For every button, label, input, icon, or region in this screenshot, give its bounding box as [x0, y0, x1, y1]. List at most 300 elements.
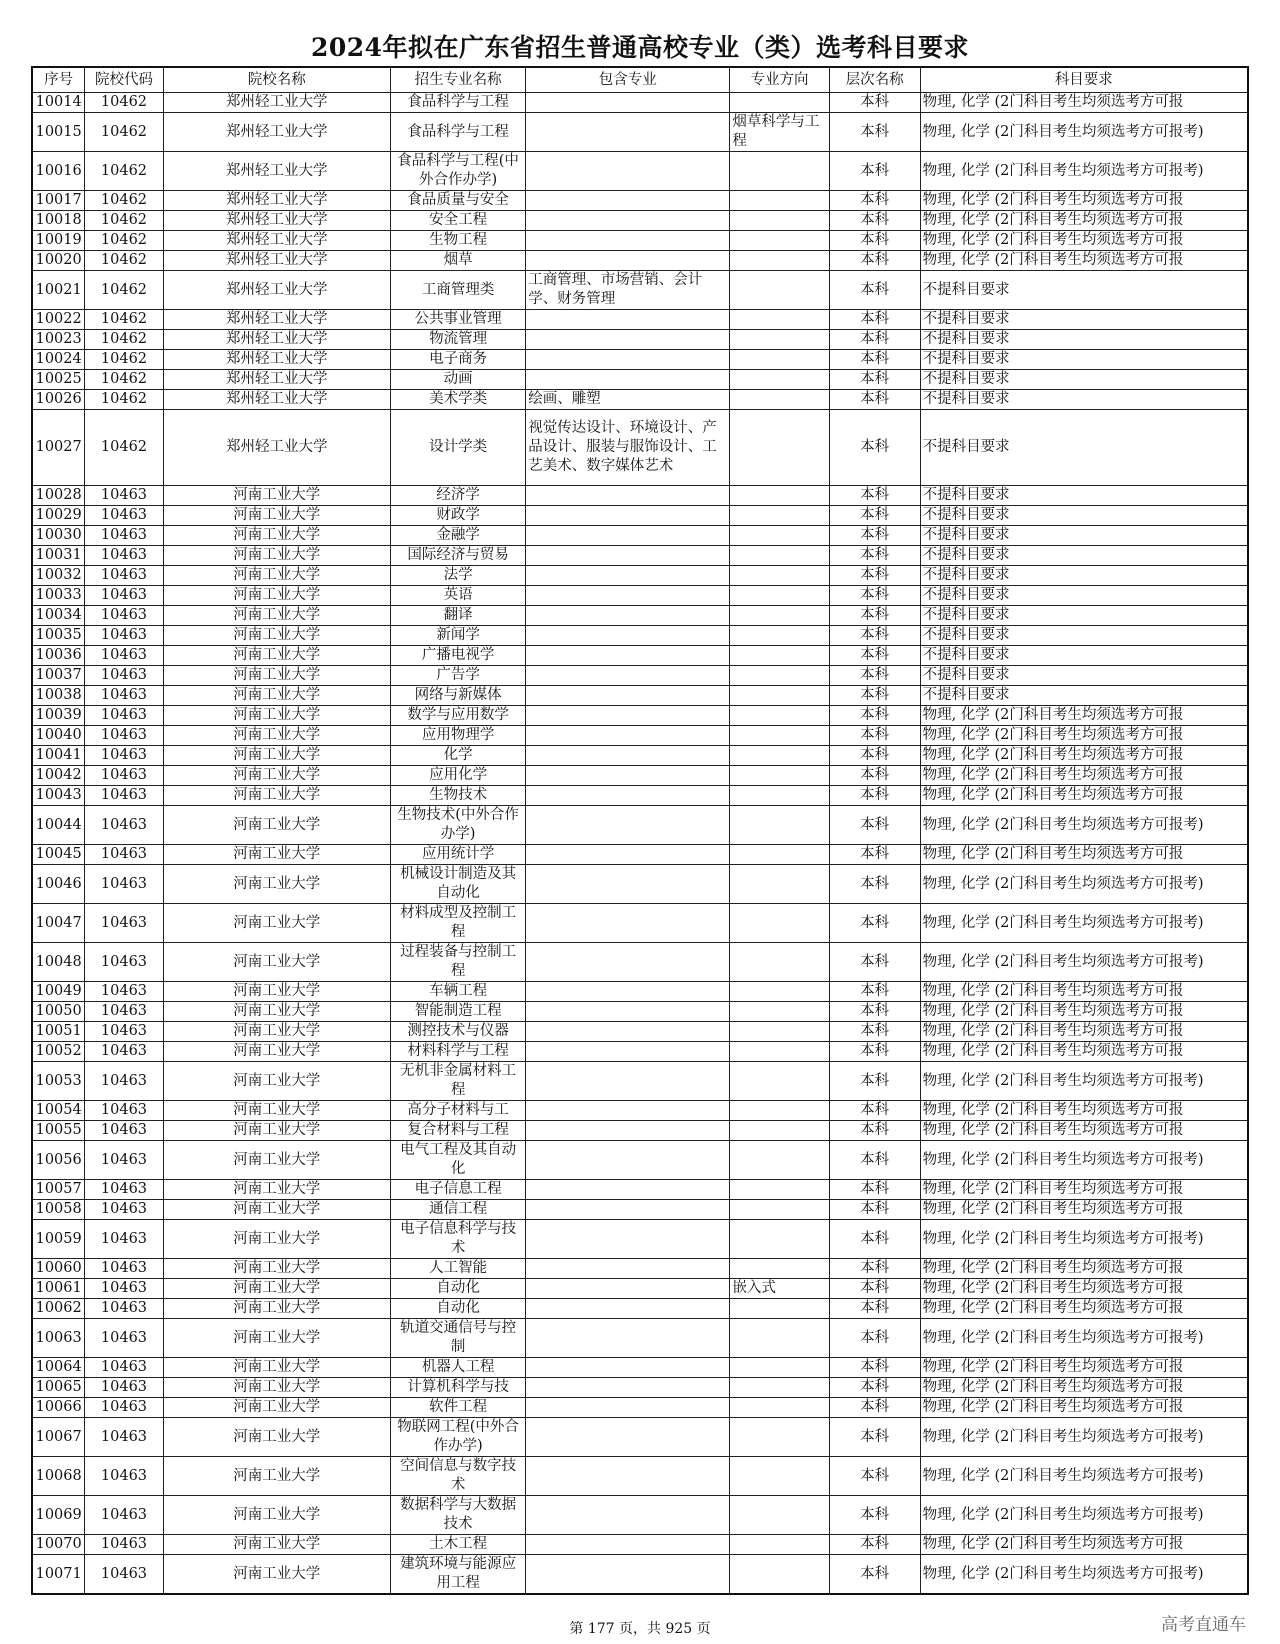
cell-major: 法学 — [390, 566, 525, 586]
cell-major: 化学 — [390, 746, 525, 766]
cell-subject-requirement: 不提科目要求 — [920, 506, 1248, 526]
cell-subject-requirement: 不提科目要求 — [920, 586, 1248, 606]
cell-school-code: 10462 — [85, 191, 163, 211]
table-row — [32, 1418, 1248, 1457]
table-row — [32, 152, 1248, 191]
cell-school-name: 河南工业大学 — [163, 1299, 390, 1319]
cell-seq: 10064 — [32, 1358, 85, 1378]
cell-direction — [730, 1319, 829, 1358]
cell-included-majors — [526, 546, 730, 566]
cell-level: 本科 — [829, 113, 920, 152]
cell-direction — [730, 546, 829, 566]
cell-major: 食品科学与工程 — [390, 113, 525, 152]
cell-subject-requirement: 物理, 化学 (2门科目考生均须选考方可报考) — [920, 904, 1248, 943]
cell-school-code: 10463 — [85, 606, 163, 626]
cell-level: 本科 — [829, 845, 920, 865]
cell-school-name: 河南工业大学 — [163, 726, 390, 746]
cell-school-code: 10463 — [85, 1496, 163, 1535]
cell-major: 新闻学 — [390, 626, 525, 646]
cell-school-name: 郑州轻工业大学 — [163, 410, 390, 486]
cell-direction — [730, 726, 829, 746]
cell-major: 测控技术与仪器 — [390, 1022, 525, 1042]
cell-school-name: 郑州轻工业大学 — [163, 271, 390, 310]
cell-subject-requirement: 物理, 化学 (2门科目考生均须选考方可报 — [920, 211, 1248, 231]
cell-major: 土木工程 — [390, 1535, 525, 1555]
cell-direction — [730, 152, 829, 191]
cell-major: 机器人工程 — [390, 1358, 525, 1378]
cell-subject-requirement: 物理, 化学 (2门科目考生均须选考方可报考) — [920, 113, 1248, 152]
cell-school-code: 10463 — [85, 982, 163, 1002]
cell-seq: 10021 — [32, 271, 85, 310]
cell-school-code: 10463 — [85, 1319, 163, 1358]
cell-subject-requirement: 物理, 化学 (2门科目考生均须选考方可报 — [920, 1002, 1248, 1022]
table-row — [32, 1002, 1248, 1022]
cell-school-name: 河南工业大学 — [163, 586, 390, 606]
cell-school-code: 10463 — [85, 566, 163, 586]
cell-school-name: 河南工业大学 — [163, 1220, 390, 1259]
cell-seq: 10033 — [32, 586, 85, 606]
cell-seq: 10048 — [32, 943, 85, 982]
cell-direction — [730, 1220, 829, 1259]
cell-seq: 10029 — [32, 506, 85, 526]
cell-school-code: 10463 — [85, 1022, 163, 1042]
cell-major: 电子信息工程 — [390, 1180, 525, 1200]
cell-seq: 10046 — [32, 865, 85, 904]
cell-included-majors — [526, 113, 730, 152]
column-header: 院校代码 — [85, 67, 163, 93]
cell-seq: 10051 — [32, 1022, 85, 1042]
cell-school-name: 河南工业大学 — [163, 486, 390, 506]
cell-major: 动画 — [390, 370, 525, 390]
cell-direction — [730, 370, 829, 390]
cell-school-code: 10462 — [85, 231, 163, 251]
cell-included-majors — [526, 486, 730, 506]
cell-school-code: 10463 — [85, 546, 163, 566]
cell-subject-requirement: 不提科目要求 — [920, 526, 1248, 546]
cell-level: 本科 — [829, 546, 920, 566]
cell-school-name: 河南工业大学 — [163, 1180, 390, 1200]
cell-level: 本科 — [829, 726, 920, 746]
cell-school-code: 10463 — [85, 943, 163, 982]
cell-subject-requirement: 物理, 化学 (2门科目考生均须选考方可报 — [920, 1042, 1248, 1062]
cell-seq: 10059 — [32, 1220, 85, 1259]
cell-school-name: 河南工业大学 — [163, 526, 390, 546]
table-row — [32, 566, 1248, 586]
cell-major: 国际经济与贸易 — [390, 546, 525, 566]
cell-school-code: 10463 — [85, 1398, 163, 1418]
cell-seq: 10054 — [32, 1101, 85, 1121]
cell-subject-requirement: 物理, 化学 (2门科目考生均须选考方可报 — [920, 982, 1248, 1002]
cell-direction — [730, 1358, 829, 1378]
cell-school-code: 10463 — [85, 646, 163, 666]
cell-included-majors — [526, 1002, 730, 1022]
cell-major: 广告学 — [390, 666, 525, 686]
cell-direction — [730, 211, 829, 231]
cell-direction — [730, 1418, 829, 1457]
brand-watermark: 高考直通车 — [1161, 1615, 1246, 1635]
cell-direction — [730, 1259, 829, 1279]
cell-direction — [730, 1555, 829, 1595]
cell-seq: 10043 — [32, 786, 85, 806]
cell-level: 本科 — [829, 310, 920, 330]
cell-direction — [730, 410, 829, 486]
cell-seq: 10037 — [32, 666, 85, 686]
cell-school-name: 郑州轻工业大学 — [163, 310, 390, 330]
cell-school-name: 郑州轻工业大学 — [163, 113, 390, 152]
cell-subject-requirement: 物理, 化学 (2门科目考生均须选考方可报考) — [920, 1220, 1248, 1259]
cell-school-name: 郑州轻工业大学 — [163, 370, 390, 390]
cell-subject-requirement: 物理, 化学 (2门科目考生均须选考方可报 — [920, 1358, 1248, 1378]
cell-school-code: 10463 — [85, 1121, 163, 1141]
cell-school-code: 10463 — [85, 1378, 163, 1398]
cell-level: 本科 — [829, 1398, 920, 1418]
table-row — [32, 370, 1248, 390]
cell-school-name: 河南工业大学 — [163, 706, 390, 726]
cell-major: 建筑环境与能源应用工程 — [390, 1555, 525, 1595]
cell-subject-requirement: 不提科目要求 — [920, 566, 1248, 586]
cell-seq: 10062 — [32, 1299, 85, 1319]
cell-level: 本科 — [829, 566, 920, 586]
cell-school-code: 10463 — [85, 1358, 163, 1378]
cell-school-name: 河南工业大学 — [163, 1259, 390, 1279]
cell-seq: 10032 — [32, 566, 85, 586]
cell-school-code: 10462 — [85, 211, 163, 231]
cell-included-majors — [526, 806, 730, 845]
cell-school-code: 10463 — [85, 766, 163, 786]
cell-school-name: 河南工业大学 — [163, 1121, 390, 1141]
cell-subject-requirement: 不提科目要求 — [920, 390, 1248, 410]
cell-level: 本科 — [829, 251, 920, 271]
cell-seq: 10044 — [32, 806, 85, 845]
column-header: 专业方向 — [730, 67, 829, 93]
cell-level: 本科 — [829, 766, 920, 786]
cell-included-majors — [526, 1555, 730, 1595]
cell-included-majors — [526, 1062, 730, 1101]
cell-major: 食品科学与工程 — [390, 93, 525, 113]
cell-level: 本科 — [829, 211, 920, 231]
cell-major: 材料科学与工程 — [390, 1042, 525, 1062]
cell-direction — [730, 1180, 829, 1200]
cell-subject-requirement: 物理, 化学 (2门科目考生均须选考方可报考) — [920, 1418, 1248, 1457]
cell-seq: 10053 — [32, 1062, 85, 1101]
cell-included-majors — [526, 666, 730, 686]
cell-major: 软件工程 — [390, 1398, 525, 1418]
cell-included-majors — [526, 726, 730, 746]
cell-seq: 10065 — [32, 1378, 85, 1398]
cell-subject-requirement: 不提科目要求 — [920, 310, 1248, 330]
cell-major: 生物工程 — [390, 231, 525, 251]
table-row — [32, 1457, 1248, 1496]
table-header-row — [32, 67, 1248, 93]
cell-major: 生物技术(中外合作办学) — [390, 806, 525, 845]
cell-direction — [730, 271, 829, 310]
cell-included-majors — [526, 350, 730, 370]
cell-major: 计算机科学与技 — [390, 1378, 525, 1398]
cell-school-code: 10462 — [85, 310, 163, 330]
cell-direction — [730, 1042, 829, 1062]
cell-major: 美术学类 — [390, 390, 525, 410]
cell-school-code: 10462 — [85, 113, 163, 152]
cell-school-code: 10463 — [85, 1101, 163, 1121]
cell-school-code: 10463 — [85, 586, 163, 606]
cell-school-code: 10463 — [85, 1259, 163, 1279]
cell-major: 应用统计学 — [390, 845, 525, 865]
cell-level: 本科 — [829, 626, 920, 646]
cell-direction — [730, 1002, 829, 1022]
cell-seq: 10028 — [32, 486, 85, 506]
cell-seq: 10015 — [32, 113, 85, 152]
cell-school-name: 河南工业大学 — [163, 982, 390, 1002]
cell-major: 空间信息与数字技术 — [390, 1457, 525, 1496]
cell-direction — [730, 586, 829, 606]
cell-level: 本科 — [829, 191, 920, 211]
cell-level: 本科 — [829, 1279, 920, 1299]
requirements-table — [31, 66, 1249, 1595]
cell-direction — [730, 1378, 829, 1398]
cell-seq: 10038 — [32, 686, 85, 706]
cell-subject-requirement: 物理, 化学 (2门科目考生均须选考方可报 — [920, 746, 1248, 766]
cell-school-code: 10463 — [85, 506, 163, 526]
cell-subject-requirement: 物理, 化学 (2门科目考生均须选考方可报 — [920, 786, 1248, 806]
table-row — [32, 766, 1248, 786]
cell-seq: 10022 — [32, 310, 85, 330]
cell-included-majors — [526, 1220, 730, 1259]
cell-school-code: 10462 — [85, 271, 163, 310]
cell-included-majors — [526, 1022, 730, 1042]
cell-major: 烟草 — [390, 251, 525, 271]
cell-direction — [730, 1141, 829, 1180]
cell-school-name: 郑州轻工业大学 — [163, 251, 390, 271]
cell-school-name: 河南工业大学 — [163, 626, 390, 646]
cell-level: 本科 — [829, 1496, 920, 1535]
cell-school-code: 10463 — [85, 686, 163, 706]
cell-level: 本科 — [829, 526, 920, 546]
table-row — [32, 865, 1248, 904]
table-row — [32, 93, 1248, 113]
cell-school-name: 郑州轻工业大学 — [163, 191, 390, 211]
cell-school-name: 河南工业大学 — [163, 1358, 390, 1378]
cell-school-code: 10463 — [85, 1299, 163, 1319]
cell-direction — [730, 231, 829, 251]
cell-school-name: 河南工业大学 — [163, 1042, 390, 1062]
cell-major: 数据科学与大数据技术 — [390, 1496, 525, 1535]
cell-included-majors — [526, 1299, 730, 1319]
table-row — [32, 506, 1248, 526]
cell-level: 本科 — [829, 1022, 920, 1042]
cell-direction — [730, 646, 829, 666]
cell-seq: 10069 — [32, 1496, 85, 1535]
cell-subject-requirement: 物理, 化学 (2门科目考生均须选考方可报考) — [920, 943, 1248, 982]
cell-seq: 10045 — [32, 845, 85, 865]
cell-major: 英语 — [390, 586, 525, 606]
cell-level: 本科 — [829, 370, 920, 390]
cell-major: 广播电视学 — [390, 646, 525, 666]
cell-school-code: 10463 — [85, 666, 163, 686]
cell-subject-requirement: 不提科目要求 — [920, 686, 1248, 706]
cell-school-name: 河南工业大学 — [163, 1062, 390, 1101]
cell-school-name: 河南工业大学 — [163, 1279, 390, 1299]
cell-direction — [730, 93, 829, 113]
cell-seq: 10023 — [32, 330, 85, 350]
cell-direction — [730, 806, 829, 845]
cell-major: 工商管理类 — [390, 271, 525, 310]
cell-school-name: 河南工业大学 — [163, 1457, 390, 1496]
cell-seq: 10014 — [32, 93, 85, 113]
cell-major: 电气工程及其自动化 — [390, 1141, 525, 1180]
cell-direction — [730, 506, 829, 526]
cell-level: 本科 — [829, 666, 920, 686]
cell-subject-requirement: 不提科目要求 — [920, 271, 1248, 310]
cell-included-majors — [526, 1398, 730, 1418]
cell-direction — [730, 1299, 829, 1319]
cell-included-majors — [526, 606, 730, 626]
cell-school-name: 郑州轻工业大学 — [163, 390, 390, 410]
cell-level: 本科 — [829, 746, 920, 766]
table-row — [32, 546, 1248, 566]
cell-included-majors — [526, 626, 730, 646]
table-row — [32, 982, 1248, 1002]
cell-major: 车辆工程 — [390, 982, 525, 1002]
cell-direction — [730, 746, 829, 766]
cell-school-code: 10463 — [85, 1042, 163, 1062]
cell-included-majors — [526, 1496, 730, 1535]
cell-school-name: 河南工业大学 — [163, 1378, 390, 1398]
cell-school-code: 10462 — [85, 93, 163, 113]
cell-subject-requirement: 物理, 化学 (2门科目考生均须选考方可报 — [920, 191, 1248, 211]
cell-subject-requirement: 不提科目要求 — [920, 546, 1248, 566]
cell-direction — [730, 390, 829, 410]
cell-major: 机械设计制造及其自动化 — [390, 865, 525, 904]
cell-subject-requirement: 物理, 化学 (2门科目考生均须选考方可报 — [920, 1398, 1248, 1418]
cell-school-code: 10463 — [85, 865, 163, 904]
cell-included-majors: 绘画、雕塑 — [526, 390, 730, 410]
column-header: 招生专业名称 — [390, 67, 525, 93]
cell-subject-requirement: 物理, 化学 (2门科目考生均须选考方可报 — [920, 1200, 1248, 1220]
cell-school-code: 10463 — [85, 1220, 163, 1259]
cell-included-majors — [526, 93, 730, 113]
cell-direction — [730, 706, 829, 726]
cell-level: 本科 — [829, 1101, 920, 1121]
cell-subject-requirement: 物理, 化学 (2门科目考生均须选考方可报 — [920, 726, 1248, 746]
cell-subject-requirement: 不提科目要求 — [920, 370, 1248, 390]
cell-school-name: 郑州轻工业大学 — [163, 152, 390, 191]
table-row — [32, 586, 1248, 606]
cell-subject-requirement: 物理, 化学 (2门科目考生均须选考方可报 — [920, 1101, 1248, 1121]
cell-direction — [730, 606, 829, 626]
cell-level: 本科 — [829, 1220, 920, 1259]
cell-included-majors — [526, 1358, 730, 1378]
cell-level: 本科 — [829, 1042, 920, 1062]
cell-included-majors — [526, 845, 730, 865]
cell-school-name: 郑州轻工业大学 — [163, 211, 390, 231]
cell-subject-requirement: 物理, 化学 (2门科目考生均须选考方可报 — [920, 1259, 1248, 1279]
cell-seq: 10057 — [32, 1180, 85, 1200]
cell-school-name: 郑州轻工业大学 — [163, 231, 390, 251]
table-row — [32, 1496, 1248, 1535]
table-row — [32, 1200, 1248, 1220]
table-row — [32, 1299, 1248, 1319]
cell-level: 本科 — [829, 1378, 920, 1398]
cell-included-majors — [526, 526, 730, 546]
cell-level: 本科 — [829, 330, 920, 350]
table-row — [32, 943, 1248, 982]
cell-included-majors — [526, 251, 730, 271]
table-row — [32, 904, 1248, 943]
cell-seq: 10019 — [32, 231, 85, 251]
cell-direction — [730, 766, 829, 786]
cell-included-majors: 工商管理、市场营销、会计学、财务管理 — [526, 271, 730, 310]
cell-major: 应用化学 — [390, 766, 525, 786]
cell-major: 复合材料与工程 — [390, 1121, 525, 1141]
cell-seq: 10070 — [32, 1535, 85, 1555]
cell-included-majors — [526, 211, 730, 231]
cell-included-majors — [526, 982, 730, 1002]
cell-included-majors — [526, 1200, 730, 1220]
cell-school-code: 10463 — [85, 1279, 163, 1299]
cell-level: 本科 — [829, 486, 920, 506]
table-row — [32, 726, 1248, 746]
cell-subject-requirement: 物理, 化学 (2门科目考生均须选考方可报 — [920, 93, 1248, 113]
table-row — [32, 646, 1248, 666]
table-row — [32, 486, 1248, 506]
cell-subject-requirement: 物理, 化学 (2门科目考生均须选考方可报 — [920, 231, 1248, 251]
cell-school-name: 河南工业大学 — [163, 1101, 390, 1121]
cell-direction — [730, 626, 829, 646]
table-row — [32, 666, 1248, 686]
cell-seq: 10052 — [32, 1042, 85, 1062]
cell-subject-requirement: 物理, 化学 (2门科目考生均须选考方可报考) — [920, 865, 1248, 904]
cell-major: 财政学 — [390, 506, 525, 526]
cell-direction — [730, 865, 829, 904]
cell-school-name: 河南工业大学 — [163, 1002, 390, 1022]
table-row — [32, 1378, 1248, 1398]
cell-included-majors — [526, 1259, 730, 1279]
cell-school-code: 10463 — [85, 486, 163, 506]
table-row — [32, 1535, 1248, 1555]
cell-subject-requirement: 物理, 化学 (2门科目考生均须选考方可报 — [920, 1180, 1248, 1200]
cell-subject-requirement: 物理, 化学 (2门科目考生均须选考方可报 — [920, 766, 1248, 786]
cell-direction — [730, 1121, 829, 1141]
cell-included-majors — [526, 1121, 730, 1141]
cell-included-majors — [526, 904, 730, 943]
cell-school-name: 河南工业大学 — [163, 546, 390, 566]
page-footer: 第 177 页，共 925 页 — [569, 1621, 711, 1637]
cell-major: 公共事业管理 — [390, 310, 525, 330]
cell-direction — [730, 786, 829, 806]
cell-seq: 10035 — [32, 626, 85, 646]
cell-level: 本科 — [829, 1062, 920, 1101]
cell-school-name: 河南工业大学 — [163, 806, 390, 845]
cell-major: 人工智能 — [390, 1259, 525, 1279]
cell-level: 本科 — [829, 606, 920, 626]
table-row — [32, 1555, 1248, 1595]
cell-school-name: 河南工业大学 — [163, 1141, 390, 1180]
cell-school-name: 河南工业大学 — [163, 1200, 390, 1220]
cell-school-code: 10463 — [85, 845, 163, 865]
cell-seq: 10034 — [32, 606, 85, 626]
cell-major: 无机非金属材料工程 — [390, 1062, 525, 1101]
cell-direction — [730, 1457, 829, 1496]
cell-included-majors — [526, 1319, 730, 1358]
cell-subject-requirement: 不提科目要求 — [920, 606, 1248, 626]
table-row — [32, 845, 1248, 865]
cell-school-code: 10463 — [85, 1062, 163, 1101]
cell-level: 本科 — [829, 350, 920, 370]
cell-school-code: 10463 — [85, 1200, 163, 1220]
cell-level: 本科 — [829, 271, 920, 310]
cell-seq: 10047 — [32, 904, 85, 943]
cell-major: 自动化 — [390, 1299, 525, 1319]
